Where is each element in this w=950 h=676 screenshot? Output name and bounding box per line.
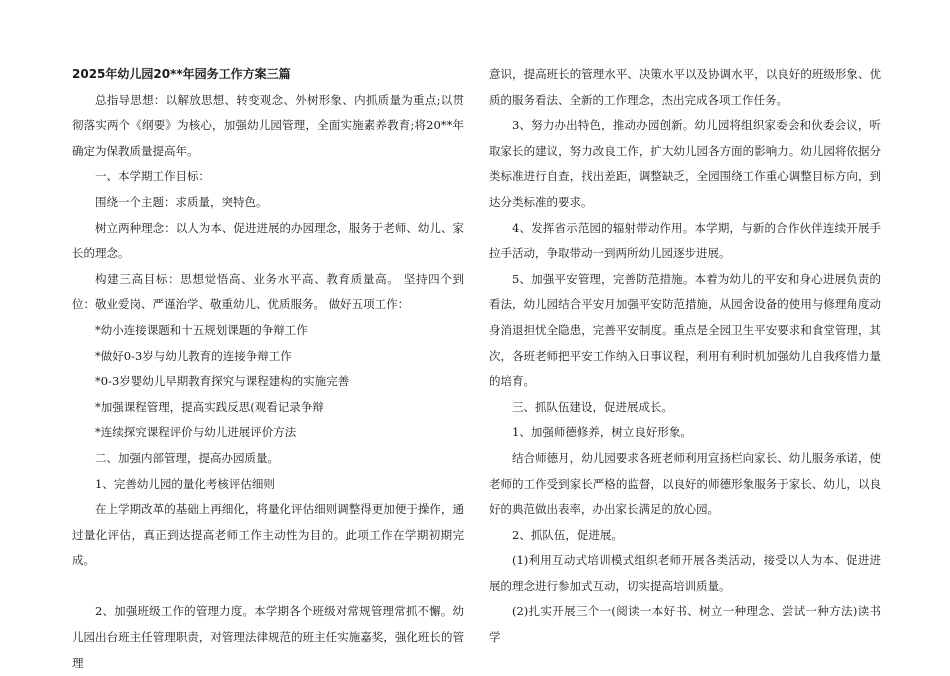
list-item: *连续探究课程评价与幼儿进展评价方法 <box>95 425 297 440</box>
section-heading: 三、抓队伍建设，促进展成长。 <box>512 399 673 414</box>
list-item: *加强课程管理，提高实践反思(观看记录争辩 <box>95 399 324 414</box>
list-item: *0-3岁婴幼儿早期教育探究与课程建构的实施完善 <box>95 374 350 389</box>
paragraph: 5、加强平安管理，完善防范措施。本着为幼儿的平安和身心进展负责的看法，幼儿园结合平安月加强平安防范措施，从园舍设备的使用与修理角度动身消退担忧全隐患，完善平安制度。重点是全园卫生平安要求和食堂管理，其次，各班老师把平安工作纳入日事议程，利用有利时机加强幼儿自我疼惜力量的培育。 <box>489 271 881 389</box>
paragraph: 总指导思想：以解放思想、转变观念、外树形象、内抓质量为重点;以贯彻落实两个《纲要》为核心，加强幼儿园管理，全面实施素养教育;将20**年确定为保教质量提高年。 <box>72 92 464 158</box>
paragraph: 3、努力办出特色，推动办园创新。幼儿园将组织家委会和伙委会议，听取家长的建议，努力改良工作，扩大幼儿园各方面的影响力。幼儿园将依据分类标准进行自查，找出差距，调整缺乏，全园围绕工作重心调整目标方向，到达分类标准的要求。 <box>489 118 881 209</box>
list-item: *做好0-3岁与幼儿教育的连接争辩工作 <box>95 348 292 363</box>
paragraph: 4、发挥省示范园的辐射带动作用。本学期，与新的合作伙伴连续开展手拉手活动，争取带动一到两所幼儿园逐步进展。 <box>489 220 881 261</box>
document-title: 2025年幼儿园20**年园务工作方案三篇 <box>72 67 291 81</box>
paragraph: 树立两种理念：以人为本、促进进展的办园理念，服务于老师、幼儿、家长的理念。 <box>72 220 464 261</box>
paragraph: 2、加强班级工作的管理力度。本学期各个班级对常规管理常抓不懈。幼儿园出台班主任管理职责，对管理法律规范的班主任实施嘉奖，强化班长的管理 <box>72 604 464 670</box>
right-column <box>489 62 881 651</box>
paragraph-continued: 意识，提高班长的管理水平、决策水平以及协调水平，以良好的班级形象、优质的服务看法、全新的工作理念，杰出完成各项工作任务。 <box>489 67 881 107</box>
paragraph: (2)扎实开展三个一(阅读一本好书、树立一种理念、尝试一种方法)读书学 <box>489 604 881 645</box>
paragraph: (1)利用互动式培训模式组织老师开展各类活动，接受以人为本、促进进展的理念进行参加式互动，切实提高培训质量。 <box>489 553 881 593</box>
subsection-heading: 1、完善幼儿园的量化考核评估细则 <box>95 476 275 491</box>
list-item: *幼小连接课题和十五规划课题的争辩工作 <box>95 322 308 337</box>
paragraph: 在上学期改革的基础上再细化，将量化评估细则调整得更加便于操作，通过量化评估，真正到达提高老师工作主动性为目的。此项工作在学期初期完成。 <box>72 502 464 568</box>
section-heading: 一、本学期工作目标： <box>95 169 210 184</box>
left-column <box>72 62 464 676</box>
subsection-heading: 2、抓队伍，促进展。 <box>512 527 623 542</box>
subsection-heading: 1、加强师德修养，树立良好形象。 <box>512 425 692 440</box>
paragraph: 构建三高目标：思想觉悟高、业务水平高、教育质量高。 坚持四个到位：敬业爱岗、严谨治学、敬重幼儿、优质服务。 做好五项工作： <box>72 271 464 312</box>
paragraph: 结合师德月，幼儿园要求各班老师利用宣扬栏向家长、幼儿服务承诺，使老师的工作受到家长严格的监督，以良好的师德形象服务于家长、幼儿，以良好的典范做出表率，办出家长满足的放心园。 <box>489 450 881 517</box>
section-heading: 二、加强内部管理，提高办园质量。 <box>95 450 279 465</box>
blank-line <box>72 574 464 600</box>
paragraph: 围绕一个主题：求质量，突特色。 <box>95 194 268 209</box>
